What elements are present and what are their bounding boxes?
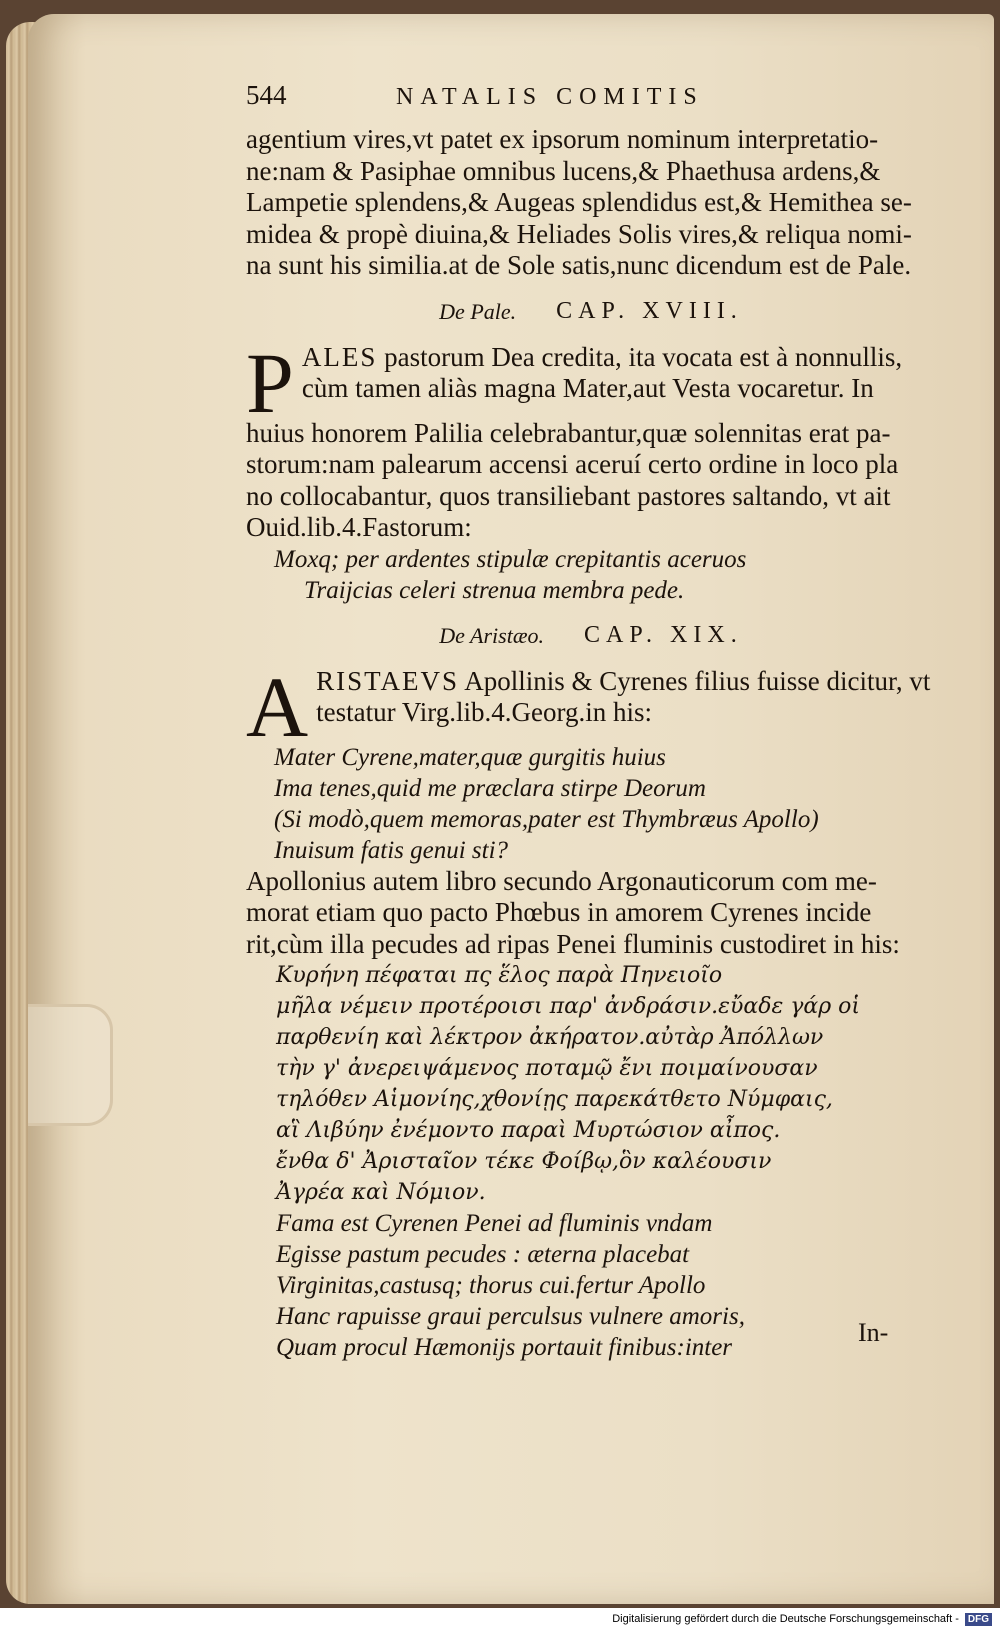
verse-line: (Si modò,quem memoras,pater est Thymbræus Apollo) (274, 805, 819, 833)
chapter-19-heading (246, 606, 936, 666)
verse-line: Mater Cyrene,mater,quæ gurgitis huius (274, 743, 666, 771)
verse-line: Fama est Cyrenen Penei ad fluminis vndam (276, 1210, 713, 1237)
text-line: midea & propè diuina,& Heliades Solis vires,& reliqua nomi- (246, 218, 912, 249)
latin-translation (246, 1208, 936, 1363)
drop-capital: A (246, 658, 309, 755)
verse-line: Quam procul Hæmonijs portauit finibus:inter (276, 1334, 733, 1361)
text-line: agentium vires,vt patet ex ipsorum nominum interpretatio- (246, 124, 879, 154)
text-line: pastorum Dea credita, ita vocata est à nonnullis, (377, 341, 903, 372)
text-line: cùm tamen aliàs magna Mater,aut Vesta vocaretur. In (301, 373, 874, 403)
opening-paragraph (246, 124, 936, 282)
virgil-quotation (246, 742, 936, 866)
chapter-name: De Aristæo. (439, 622, 545, 648)
verse-line: Virginitas,castusq; thorus cui.fertur Apollo (276, 1272, 706, 1299)
text-line: Apollonius autem libro secundo Argonauticorum com me- (246, 865, 877, 896)
greek-line: παρθενίη καὶ λέκτρον ἀκήρατον.αὐτὰρ Ἀπόλλων (276, 1025, 824, 1050)
text-line: huius honorem Palilia celebrabantur,quæ solennitas erat pa- (246, 417, 891, 448)
text-line: morat etiam quo pacto Phœbus in amorem Cyrenes incide (246, 897, 872, 927)
chapter-number: CAP. XIX. (584, 622, 743, 648)
text-line: Apollinis & Cyrenes filius fuisse dicitur, vt (458, 665, 931, 696)
greek-line: αἳ Λιβύην ἐνέμοντο παραὶ Μυρτώσιον αἶπος. (276, 1118, 781, 1143)
footer-text: Digitalisierung gefördert durch die Deutsche Forschungsgemeinschaft - (612, 1613, 959, 1625)
running-title: NATALIS COMITIS (396, 84, 704, 110)
running-head (246, 80, 936, 124)
text-line: storum:nam palearum accensi aceruí certo ordine in loco pla (246, 449, 899, 479)
text-line: testatur Virg.lib.4.Georg.in his: (316, 697, 652, 727)
first-word: RISTAEVS (316, 665, 459, 696)
greek-line: Ἀγρέα καὶ Νόμιον. (276, 1180, 486, 1205)
page-number: 544 (246, 80, 287, 110)
text-line: Ouid.lib.4.Fastorum: (246, 512, 472, 542)
chapter-18-body (246, 334, 936, 544)
greek-line: τὴν γ' ἀνερειψάμενος ποταμῷ ἔνι ποιμαίνουσαν (276, 1056, 818, 1081)
apollonius-paragraph (246, 866, 936, 961)
text-line: no collocabantur, quos transiliebant pastores saltando, vt ait (246, 480, 891, 511)
footer (0, 1608, 1000, 1630)
greek-quotation (246, 960, 936, 1208)
text-line: na sunt his similia.at de Sole satis,nunc dicendum est de Pale. (246, 250, 912, 280)
verse-line: Hanc rapuisse graui perculsus vulnere amoris, (276, 1303, 745, 1330)
chapter-number: CAP. XVIII. (556, 298, 743, 324)
text-line: rit,cùm illa pecudes ad ripas Penei fluminis custodiret in his: (246, 928, 900, 959)
verse-line: Inuisum fatis genui sti? (274, 836, 509, 864)
dfg-logo: DFG (965, 1613, 992, 1626)
text-line: ne:nam & Pasiphae omnibus lucens,& Phaethusa ardens,& (246, 155, 881, 186)
greek-line: μῆλα νέμειν προτέροισι παρ' ἀνδράσιν.εὔαδε γάρ οἱ (276, 994, 861, 1019)
verse-line: Moxq; per ardentes stipulæ crepitantis aceruos (274, 545, 747, 573)
catchword: In- (858, 1318, 889, 1347)
ovid-quotation (246, 544, 936, 606)
verse-line: Traijcias celeri strenua membra pede. (304, 576, 685, 604)
chapter-19-body (246, 658, 936, 755)
page-content (246, 80, 936, 1363)
verse-line: Egisse pastum pecudes : æterna placebat (276, 1241, 690, 1268)
greek-line: τηλόθεν Αἱμονίης,χθονίῃς παρεκάτθετο Νύμφαις, (276, 1087, 833, 1112)
drop-capital: P (246, 334, 294, 431)
text-line: Lampetie splendens,& Augeas splendidus est,& Hemithea se- (246, 187, 912, 217)
page-tab-mark (28, 1004, 113, 1126)
chapter-name: De Pale. (439, 298, 517, 324)
greek-line: Κυρήνη πέφαται πς ἕλος παρὰ Πηνειοῖο (276, 963, 723, 988)
greek-line: ἔνθα δ' Ἀρισταῖον τέκε Φοίβῳ,ὃν καλέουσιν (276, 1149, 772, 1174)
first-word: ALES (301, 341, 378, 372)
chapter-18-heading (246, 282, 936, 342)
verse-line: Ima tenes,quid me præclara stirpe Deorum (274, 774, 706, 802)
